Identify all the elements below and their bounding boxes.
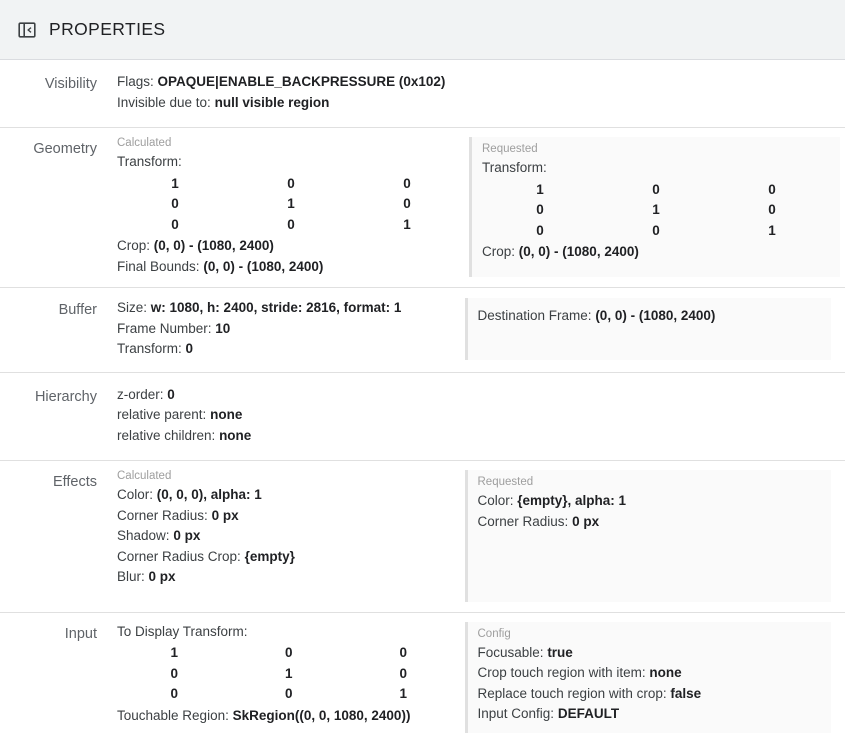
effects-color-value: (0, 0, 0), alpha: 1: [156, 487, 262, 502]
input-config-label: Input Config:: [477, 706, 555, 721]
matrix-cell: 1: [536, 181, 544, 197]
geometry-calculated-transform-label: Transform:: [117, 154, 182, 169]
effects-requested-corner-radius-label: Corner Radius:: [477, 513, 569, 529]
buffer-destination-frame-value: (0, 0) - (1080, 2400): [595, 308, 716, 323]
buffer-size: [117, 298, 461, 319]
visibility-flags-label: Flags:: [117, 74, 154, 89]
buffer-destination-frame-label: Destination Frame:: [477, 308, 592, 323]
effects-requested-color: [478, 491, 822, 512]
matrix-cell: 0: [287, 175, 295, 191]
row-label-geometry: Geometry: [33, 141, 97, 157]
matrix-cell: 1: [284, 665, 293, 681]
matrix-cell: 1: [403, 216, 411, 232]
buffer-destination-frame: [465, 298, 832, 360]
effects-requested: [465, 470, 832, 602]
geometry-calculated-final-bounds-value: (0, 0) - (1080, 2400): [203, 258, 324, 274]
geometry-calculated-crop: [117, 236, 465, 257]
matrix-cell: 0: [652, 181, 660, 197]
effects-corner-radius-value: 0 px: [211, 507, 239, 523]
visibility-flags: [117, 72, 831, 93]
matrix-cell: 0: [536, 222, 544, 238]
properties-header: [0, 0, 845, 60]
geometry-calculated-heading: Calculated: [117, 137, 172, 149]
row-label-input: Input: [64, 625, 97, 642]
geometry-requested-crop-label: Crop:: [482, 244, 516, 259]
geometry-requested-matrix: [482, 180, 830, 242]
buffer-size-value: w: 1080, h: 2400, stride: 2816, format: 1: [150, 300, 402, 315]
geometry-calculated: [107, 137, 465, 277]
effects-requested-heading: Requested: [477, 476, 534, 488]
effects-shadow-value: 0 px: [173, 528, 201, 543]
input-config-heading: Config: [477, 627, 511, 640]
matrix-cell: 1: [170, 645, 178, 660]
matrix-cell: 0: [171, 196, 179, 211]
matrix-cell: 0: [768, 181, 776, 197]
input-focusable: [478, 643, 822, 664]
effects-calculated-heading: Calculated: [117, 470, 172, 482]
matrix-cell: 0: [284, 686, 293, 701]
input-focusable-value: true: [547, 644, 573, 660]
input-crop-touch-value: none: [649, 665, 682, 680]
matrix-cell: 0: [284, 645, 293, 660]
effects-shadow-label: Shadow:: [117, 528, 170, 543]
effects-corner-radius-label: Corner Radius:: [117, 507, 208, 523]
input-config: [465, 622, 832, 733]
matrix-cell: 0: [652, 222, 660, 238]
matrix-cell: 0: [768, 202, 776, 217]
effects-corner-radius: [117, 506, 461, 527]
buffer-transform: [117, 339, 461, 360]
matrix-cell: 0: [403, 196, 411, 211]
panel-collapse-icon[interactable]: [16, 19, 38, 41]
matrix-cell: 1: [399, 686, 407, 701]
visibility-invisible-value: null visible region: [214, 94, 330, 110]
matrix-cell: 0: [287, 216, 295, 232]
geometry-calculated-final-bounds-label: Final Bounds:: [117, 258, 200, 274]
row-buffer: [0, 288, 845, 373]
geometry-calculated-crop-label: Crop:: [117, 238, 151, 253]
input-touchable-region-value: SkRegion((0, 0, 1080, 2400)): [232, 707, 411, 723]
hierarchy-relative-children-label: relative children:: [117, 427, 216, 443]
hierarchy-relative-parent-value: none: [210, 407, 243, 422]
hierarchy-relative-children-value: none: [219, 427, 252, 443]
matrix-cell: 1: [171, 175, 179, 191]
buffer-frame-number-label: Frame Number:: [117, 320, 212, 336]
geometry-requested-crop: [482, 242, 830, 263]
geometry-calculated-matrix: [117, 174, 465, 236]
hierarchy-zorder-label: z-order:: [117, 386, 164, 402]
row-label-effects: Effects: [52, 474, 97, 490]
input-replace-touch-label: Replace touch region with crop:: [477, 685, 667, 701]
geometry-calculated-final-bounds: [117, 257, 465, 278]
buffer-transform-value: 0: [185, 341, 194, 356]
buffer-destination-frame-line: [478, 306, 822, 327]
row-label-hierarchy: Hierarchy: [34, 388, 97, 405]
matrix-cell: 0: [170, 665, 178, 681]
matrix-cell: 0: [536, 202, 544, 217]
geometry-requested-crop-value: (0, 0) - (1080, 2400): [518, 244, 639, 259]
row-label-buffer: Buffer: [58, 302, 97, 318]
matrix-cell: 0: [170, 686, 178, 701]
properties-rows: [0, 60, 845, 743]
row-hierarchy: [0, 373, 845, 462]
input-matrix: [117, 643, 461, 705]
matrix-cell: 0: [171, 216, 179, 232]
visibility-invisible: [117, 93, 831, 114]
visibility-flags-value: OPAQUE|ENABLE_BACKPRESSURE (0x102): [157, 74, 446, 89]
effects-requested-corner-radius: [478, 512, 822, 533]
matrix-cell: 0: [399, 665, 407, 681]
input-focusable-label: Focusable:: [477, 644, 544, 660]
matrix-cell: 0: [403, 175, 411, 191]
hierarchy-relative-children: [117, 426, 831, 447]
input-crop-touch-label: Crop touch region with item:: [477, 665, 646, 680]
effects-calculated: [107, 470, 461, 602]
hierarchy-relative-parent-label: relative parent:: [117, 407, 207, 422]
input-replace-touch-value: false: [670, 685, 702, 701]
hierarchy-zorder: [117, 385, 831, 406]
input-calculated: [107, 622, 461, 733]
geometry-requested-heading: Requested: [482, 143, 538, 155]
matrix-cell: 0: [399, 645, 407, 660]
buffer-calculated: [107, 298, 461, 360]
matrix-cell: 1: [652, 202, 660, 217]
hierarchy-relative-parent: [117, 405, 831, 426]
visibility-content: [107, 72, 831, 113]
visibility-invisible-label: Invisible due to:: [117, 94, 211, 110]
effects-corner-radius-crop-value: {empty}: [244, 548, 295, 564]
effects-corner-radius-crop-label: Corner Radius Crop:: [117, 548, 241, 564]
geometry-requested-transform-label: Transform:: [482, 160, 547, 175]
page-title: PROPERTIES: [49, 19, 166, 39]
input-touchable-region: [117, 706, 461, 727]
input-to-display-transform-label: To Display Transform:: [117, 623, 248, 639]
buffer-frame-number-value: 10: [215, 320, 231, 336]
effects-blur-value: 0 px: [148, 569, 176, 584]
input-config-value: DEFAULT: [557, 706, 620, 721]
hierarchy-content: [107, 385, 831, 447]
row-visibility: [0, 60, 845, 128]
buffer-size-label: Size:: [117, 300, 148, 315]
matrix-cell: 1: [768, 222, 776, 238]
effects-color-label: Color:: [117, 487, 154, 502]
geometry-calculated-crop-value: (0, 0) - (1080, 2400): [153, 238, 274, 253]
effects-requested-color-label: Color:: [477, 493, 514, 508]
effects-requested-corner-radius-value: 0 px: [572, 513, 600, 529]
effects-corner-radius-crop: [117, 547, 461, 568]
row-effects: [0, 461, 845, 613]
effects-blur-label: Blur:: [117, 569, 145, 584]
hierarchy-zorder-value: 0: [167, 386, 175, 402]
effects-blur: [117, 567, 461, 588]
matrix-cell: 1: [287, 196, 295, 211]
input-replace-touch: [478, 684, 822, 705]
effects-requested-color-value: {empty}, alpha: 1: [517, 493, 627, 508]
buffer-frame-number: [117, 319, 461, 340]
row-label-visibility: Visibility: [44, 76, 97, 92]
effects-shadow: [117, 526, 461, 547]
geometry-requested: [469, 137, 840, 277]
input-crop-touch: [478, 663, 822, 684]
row-geometry: [0, 128, 845, 288]
row-input: [0, 613, 845, 743]
input-touchable-region-label: Touchable Region:: [117, 707, 229, 723]
buffer-transform-label: Transform:: [117, 341, 182, 356]
input-config-value-line: [478, 704, 822, 725]
effects-color: [117, 485, 461, 506]
